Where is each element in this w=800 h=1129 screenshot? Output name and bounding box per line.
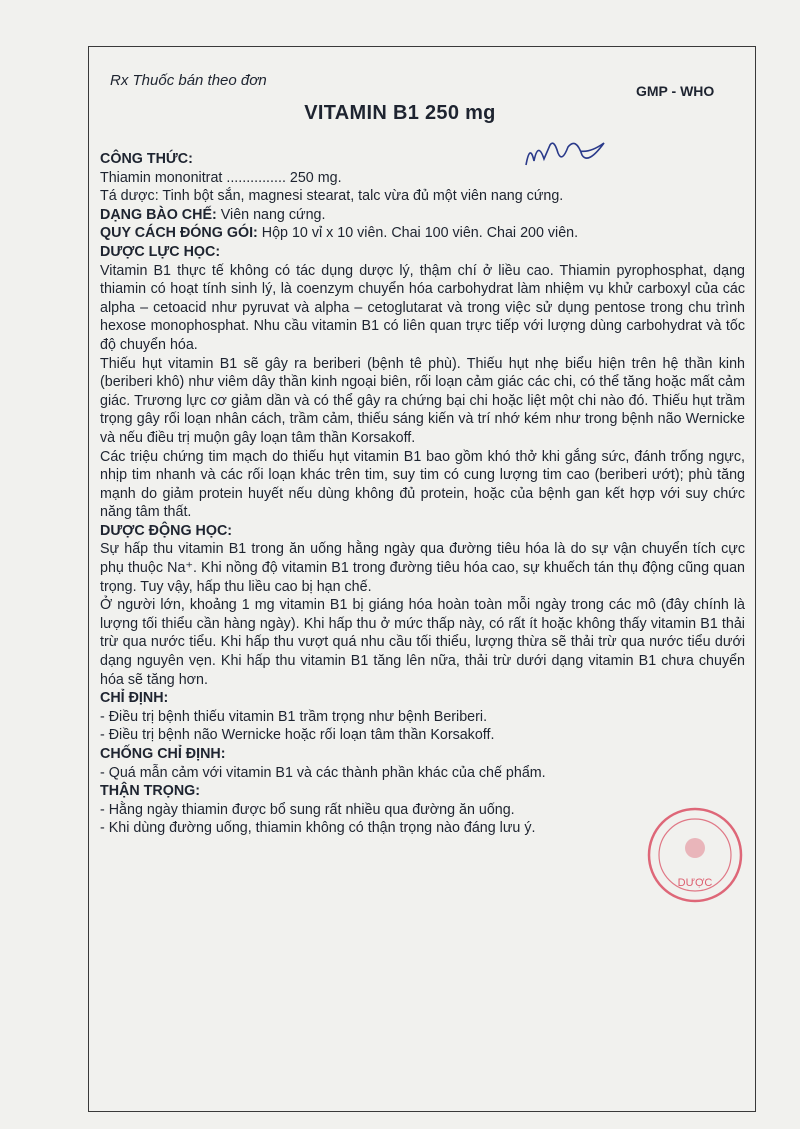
dosage-form-label: DẠNG BÀO CHẾ: bbox=[100, 206, 217, 223]
packaging-value: Hộp 10 vỉ x 10 viên. Chai 100 viên. Chai 200 viên. bbox=[257, 225, 579, 242]
section-heading-duoc-dong-hoc: DƯỢC ĐỘNG HỌC: bbox=[100, 522, 233, 539]
dosage-form-value: Viên nang cứng. bbox=[216, 206, 326, 223]
pharmacodynamics-paragraph-2: Thiếu hụt vitamin B1 sẽ gây ra beriberi (bệnh tê phù). Thiếu hụt nhẹ biểu hiện trên hệ thần kinh (beriberi khô) như viêm dây thần kinh ngoại biên, rối loạn cảm giác các chi, có thể tăng hoặc mất cảm giác. Trương lực cơ giảm dần và có thể gây ra chứng bại chi hoặc liệt một chi nào đó. Thiếu hụt trầm trọng gây rối loạn nhân cách, trầm cảm, thiếu sáng kiến và trí nhớ kém như trong bệnh não Wernicke và nếu điều trị muộn gây loạn tâm thần Korsakoff. bbox=[100, 355, 745, 446]
pharmacodynamics-paragraph-3: Các triệu chứng tim mạch do thiếu hụt vitamin B1 bao gồm khó thở khi gắng sức, đánh trống ngực, nhịp tim nhanh và các rối loạn khác trên tim, suy tim có cung lượng tim cao (beriberi ướt); phù tăng mạnh do giảm protein huyết nếu dùng không đủ protein, hoặc của bệnh gan kết hợp với suy chức năng tâm thất. bbox=[100, 448, 745, 521]
stamp-text: DƯỢC bbox=[677, 877, 713, 889]
pharmacokinetics-paragraph-1: Sự hấp thu vitamin B1 trong ăn uống hằng ngày qua đường tiêu hóa là do sự vận chuyển tích cực phụ thuộc Na⁺. Khi nồng độ vitamin B1 trong đường tiêu hóa cao, sự khuếch tán thụ động cũng quan trọng. Tuy vậy, hấp thu liều cao bị hạn chế. bbox=[100, 541, 745, 595]
formula-line-1: Thiamin mononitrat ............... 250 mg. bbox=[100, 169, 342, 186]
packaging-line bbox=[100, 224, 745, 243]
contraindication-item: - Quá mẫn cảm với vitamin B1 và các thành phần khác của chế phẩm. bbox=[100, 764, 546, 781]
formula-line-2: Tá dược: Tinh bột sắn, magnesi stearat, talc vừa đủ một viên nang cứng. bbox=[100, 188, 564, 205]
gmp-who-label: GMP - WHO bbox=[636, 83, 715, 99]
section-heading-than-trong: THẬN TRỌNG: bbox=[100, 783, 201, 800]
document-body bbox=[100, 150, 745, 838]
section-heading-chong-chi-dinh: CHỐNG CHỈ ĐỊNH: bbox=[100, 746, 226, 762]
packaging-label: QUY CÁCH ĐÓNG GÓI: bbox=[100, 225, 258, 242]
section-heading-duoc-luc-hoc: DƯỢC LỰC HỌC: bbox=[100, 243, 221, 260]
indication-item: - Điều trị bệnh não Wernicke hoặc rối loạn tâm thần Korsakoff. bbox=[100, 727, 495, 744]
section-heading-chi-dinh: CHỈ ĐỊNH: bbox=[100, 690, 169, 707]
dosage-form-line bbox=[100, 206, 745, 225]
pharmacokinetics-paragraph-2: Ở người lớn, khoảng 1 mg vitamin B1 bị giáng hóa hoàn toàn mỗi ngày trong các mô (đây chính là lượng tối thiểu cần hàng ngày). Khi hấp thu ở mức thấp này, có rất ít hoặc không thấy vitamin B1 thải trừ qua nước tiểu. Khi hấp thu vượt quá nhu cầu tối thiểu, lượng thừa sẽ thải trừ qua nước tiểu dưới dạng nguyên vẹn. Khi hấp thu vitamin B1 tăng lên nữa, thải trừ dưới dạng vitamin B1 chưa chuyển hóa sẽ tăng hơn. bbox=[100, 597, 745, 688]
indication-item: - Điều trị bệnh thiếu vitamin B1 trầm trọng như bệnh Beriberi. bbox=[100, 708, 488, 725]
document-title: VITAMIN B1 250 mg bbox=[304, 102, 496, 124]
section-heading-cong-thuc: CÔNG THỨC: bbox=[100, 151, 193, 167]
pharmacy-stamp bbox=[640, 800, 750, 910]
precaution-item: - Khi dùng đường uống, thiamin không có thận trọng nào đáng lưu ý. bbox=[100, 820, 536, 837]
rx-label: Rx Thuốc bán theo đơn bbox=[110, 72, 267, 89]
precaution-item: - Hằng ngày thiamin được bổ sung rất nhiều qua đường ăn uống. bbox=[100, 801, 515, 818]
pharmacodynamics-paragraph-1: Vitamin B1 thực tế không có tác dụng dược lý, thậm chí ở liều cao. Thiamin pyrophosphat, dạng thiamin có hoạt tính sinh lý, là coenzym chuyển hóa carbohydrat làm nhiệm vụ khử carboxyl của các alpha – cetoacid như pyruvat và alpha – cetoglutarat và trong việc sử dụng pentose trong chu trình hexose monophosphat. Nhu cầu vitamin B1 có liên quan trực tiếp với lượng dùng carbohydrat và tốc độ chuyển hóa. bbox=[100, 262, 745, 353]
